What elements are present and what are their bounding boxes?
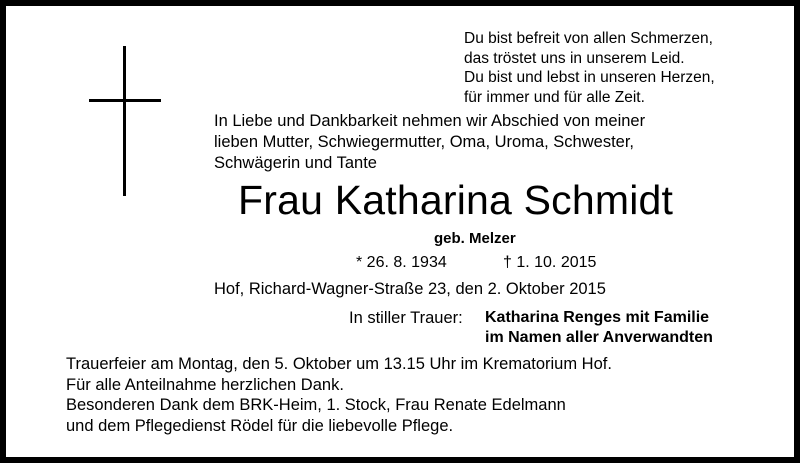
deceased-name: Frau Katharina Schmidt: [238, 177, 674, 223]
info-line: und dem Pflegedienst Rödel für die liebevolle Pflege.: [66, 416, 454, 435]
poem-line: Du bist und lebst in unseren Herzen,: [464, 69, 715, 86]
cross-vertical-bar: [123, 46, 126, 196]
place-and-date: Hof, Richard-Wagner-Straße 23, den 2. Oktober 2015: [214, 280, 606, 298]
poem-line: das tröstet uns in unserem Leid.: [464, 49, 685, 67]
cross-horizontal-bar: [89, 99, 161, 102]
info-line: Trauerfeier am Montag, den 5. Oktober um 13.15 Uhr im Krematorium Hof.: [66, 355, 612, 373]
mourner-line: im Namen aller Anverwandten: [485, 329, 713, 346]
death-date: † 1. 10. 2015: [503, 254, 597, 271]
poem: [464, 29, 715, 107]
intro-text: [214, 111, 645, 174]
mourners: [485, 308, 713, 348]
info-line: Besonderen Dank dem BRK-Heim, 1. Stock, Frau Renate Edelmann: [66, 396, 566, 414]
funeral-info: [66, 354, 612, 436]
birth-date: * 26. 8. 1934: [356, 254, 447, 271]
mourner-line: Katharina Renges mit Familie: [485, 309, 710, 326]
poem-line: für immer und für alle Zeit.: [464, 88, 645, 106]
poem-line: Du bist befreit von allen Schmerzen,: [464, 30, 713, 47]
mourning-label: In stiller Trauer:: [349, 309, 463, 327]
intro-line: lieben Mutter, Schwiegermutter, Oma, Uroma, Schwester,: [214, 133, 635, 151]
maiden-name: geb. Melzer: [434, 230, 516, 247]
intro-line: Schwägerin und Tante: [214, 154, 377, 172]
intro-line: In Liebe und Dankbarkeit nehmen wir Abschied von meiner: [214, 112, 646, 130]
cross-icon: [89, 46, 161, 196]
info-line: Für alle Anteilnahme herzlichen Dank.: [66, 375, 344, 394]
